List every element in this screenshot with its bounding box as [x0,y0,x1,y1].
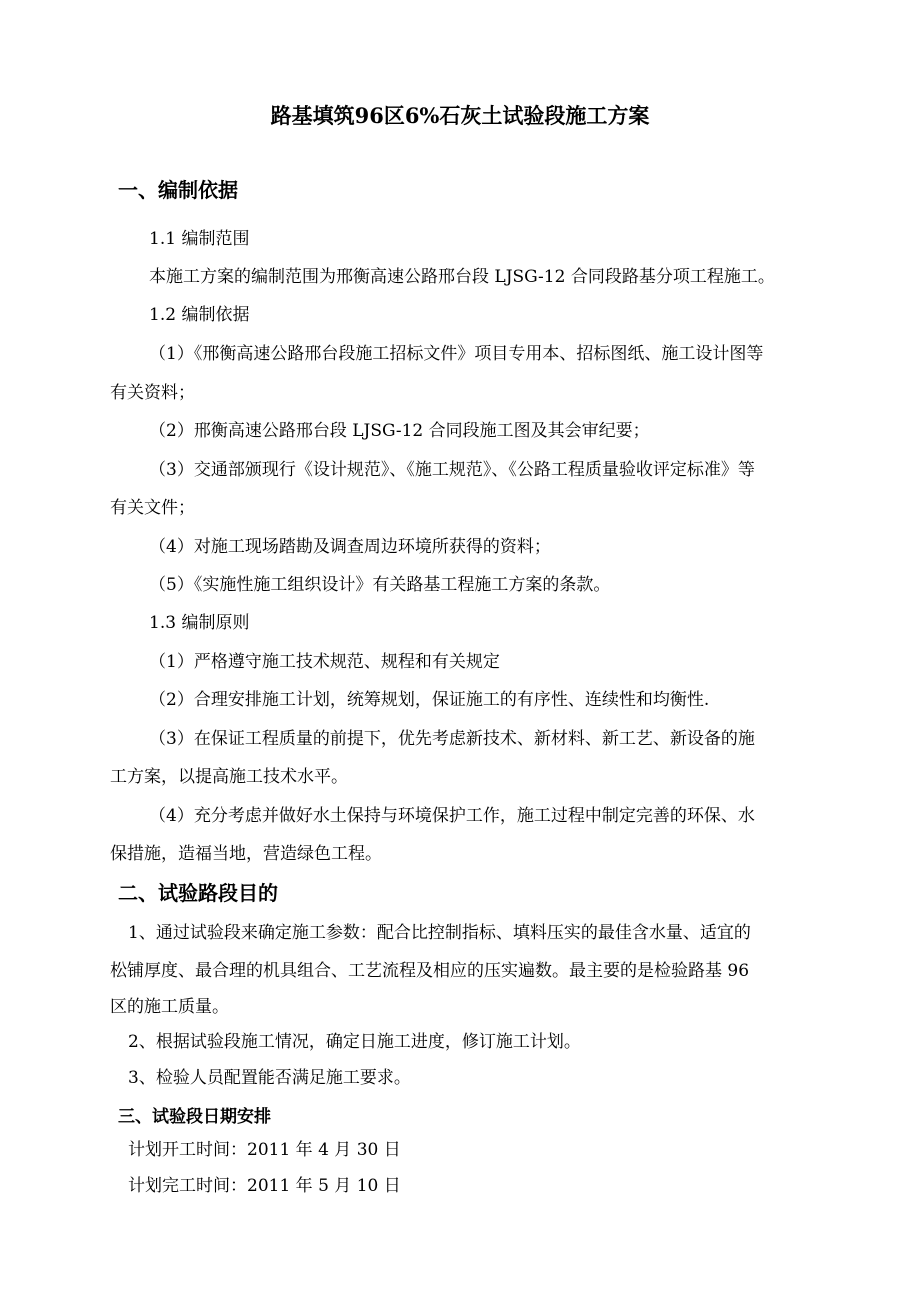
purpose-line: 3、检验人员配置能否满足施工要求。 [128,1068,411,1088]
subsection-1-3-heading: 1.3 编制原则 [149,613,250,633]
basis-line: 有关资料； [110,383,195,403]
principle-line: （1）严格遵守施工技术规范、规程和有关规定 [149,652,500,672]
basis-line: （1）《邢衡高速公路邢台段施工招标文件》项目专用本、招标图纸、施工设计图等 [149,344,764,364]
basis-line: 有关文件； [110,498,195,518]
basis-line: （3）交通部颁现行《设计规范》、《施工规范》、《公路工程质量验收评定标准》等 [149,460,755,480]
scope-paragraph: 本施工方案的编制范围为邢衡高速公路邢台段 LJSG-12 合同段路基分项工程施工。 [149,267,775,287]
planned-start-date: 计划开工时间：2011 年 4 月 30 日 [128,1140,401,1160]
subsection-1-1-heading: 1.1 编制范围 [149,229,250,249]
basis-line: （4）对施工现场踏勘及调查周边环境所获得的资料； [149,537,551,557]
purpose-line: 1、通过试验段来确定施工参数：配合比控制指标、填料压实的最佳含水量、适宜的 [128,923,751,943]
principle-line: （4）充分考虑并做好水土保持与环境保护工作，施工过程中制定完善的环保、水 [149,806,755,826]
document-title: 路基填筑96区6%石灰土试验段施工方案 [270,103,650,128]
subsection-1-2-heading: 1.2 编制依据 [149,305,250,325]
purpose-line: 2、根据试验段施工情况，确定日施工进度，修订施工计划。 [128,1032,581,1052]
basis-line: （2）邢衡高速公路邢台段 LJSG-12 合同段施工图及其会审纪要； [149,421,650,441]
principle-line: 保措施，造福当地，营造绿色工程。 [110,844,382,864]
section-2-heading: 二、试验路段目的 [118,881,278,905]
basis-line: （5）《实施性施工组织设计》有关路基工程施工方案的条款。 [149,575,611,595]
purpose-line: 松铺厚度、最合理的机具组合、工艺流程及相应的压实遍数。最主要的是检验路基 96 [110,961,750,981]
principle-line: （2）合理安排施工计划，统筹规划，保证施工的有序性、连续性和均衡性. [149,690,710,710]
principle-line: （3）在保证工程质量的前提下，优先考虑新技术、新材料、新工艺、新设备的施 [149,729,755,749]
principle-line: 工方案，以提高施工技术水平。 [110,767,348,787]
purpose-line: 区的施工质量。 [110,997,229,1017]
planned-end-date: 计划完工时间：2011 年 5 月 10 日 [128,1176,401,1196]
section-1-heading: 一、编制依据 [118,178,238,202]
section-3-heading: 三、试验段日期安排 [118,1107,271,1127]
